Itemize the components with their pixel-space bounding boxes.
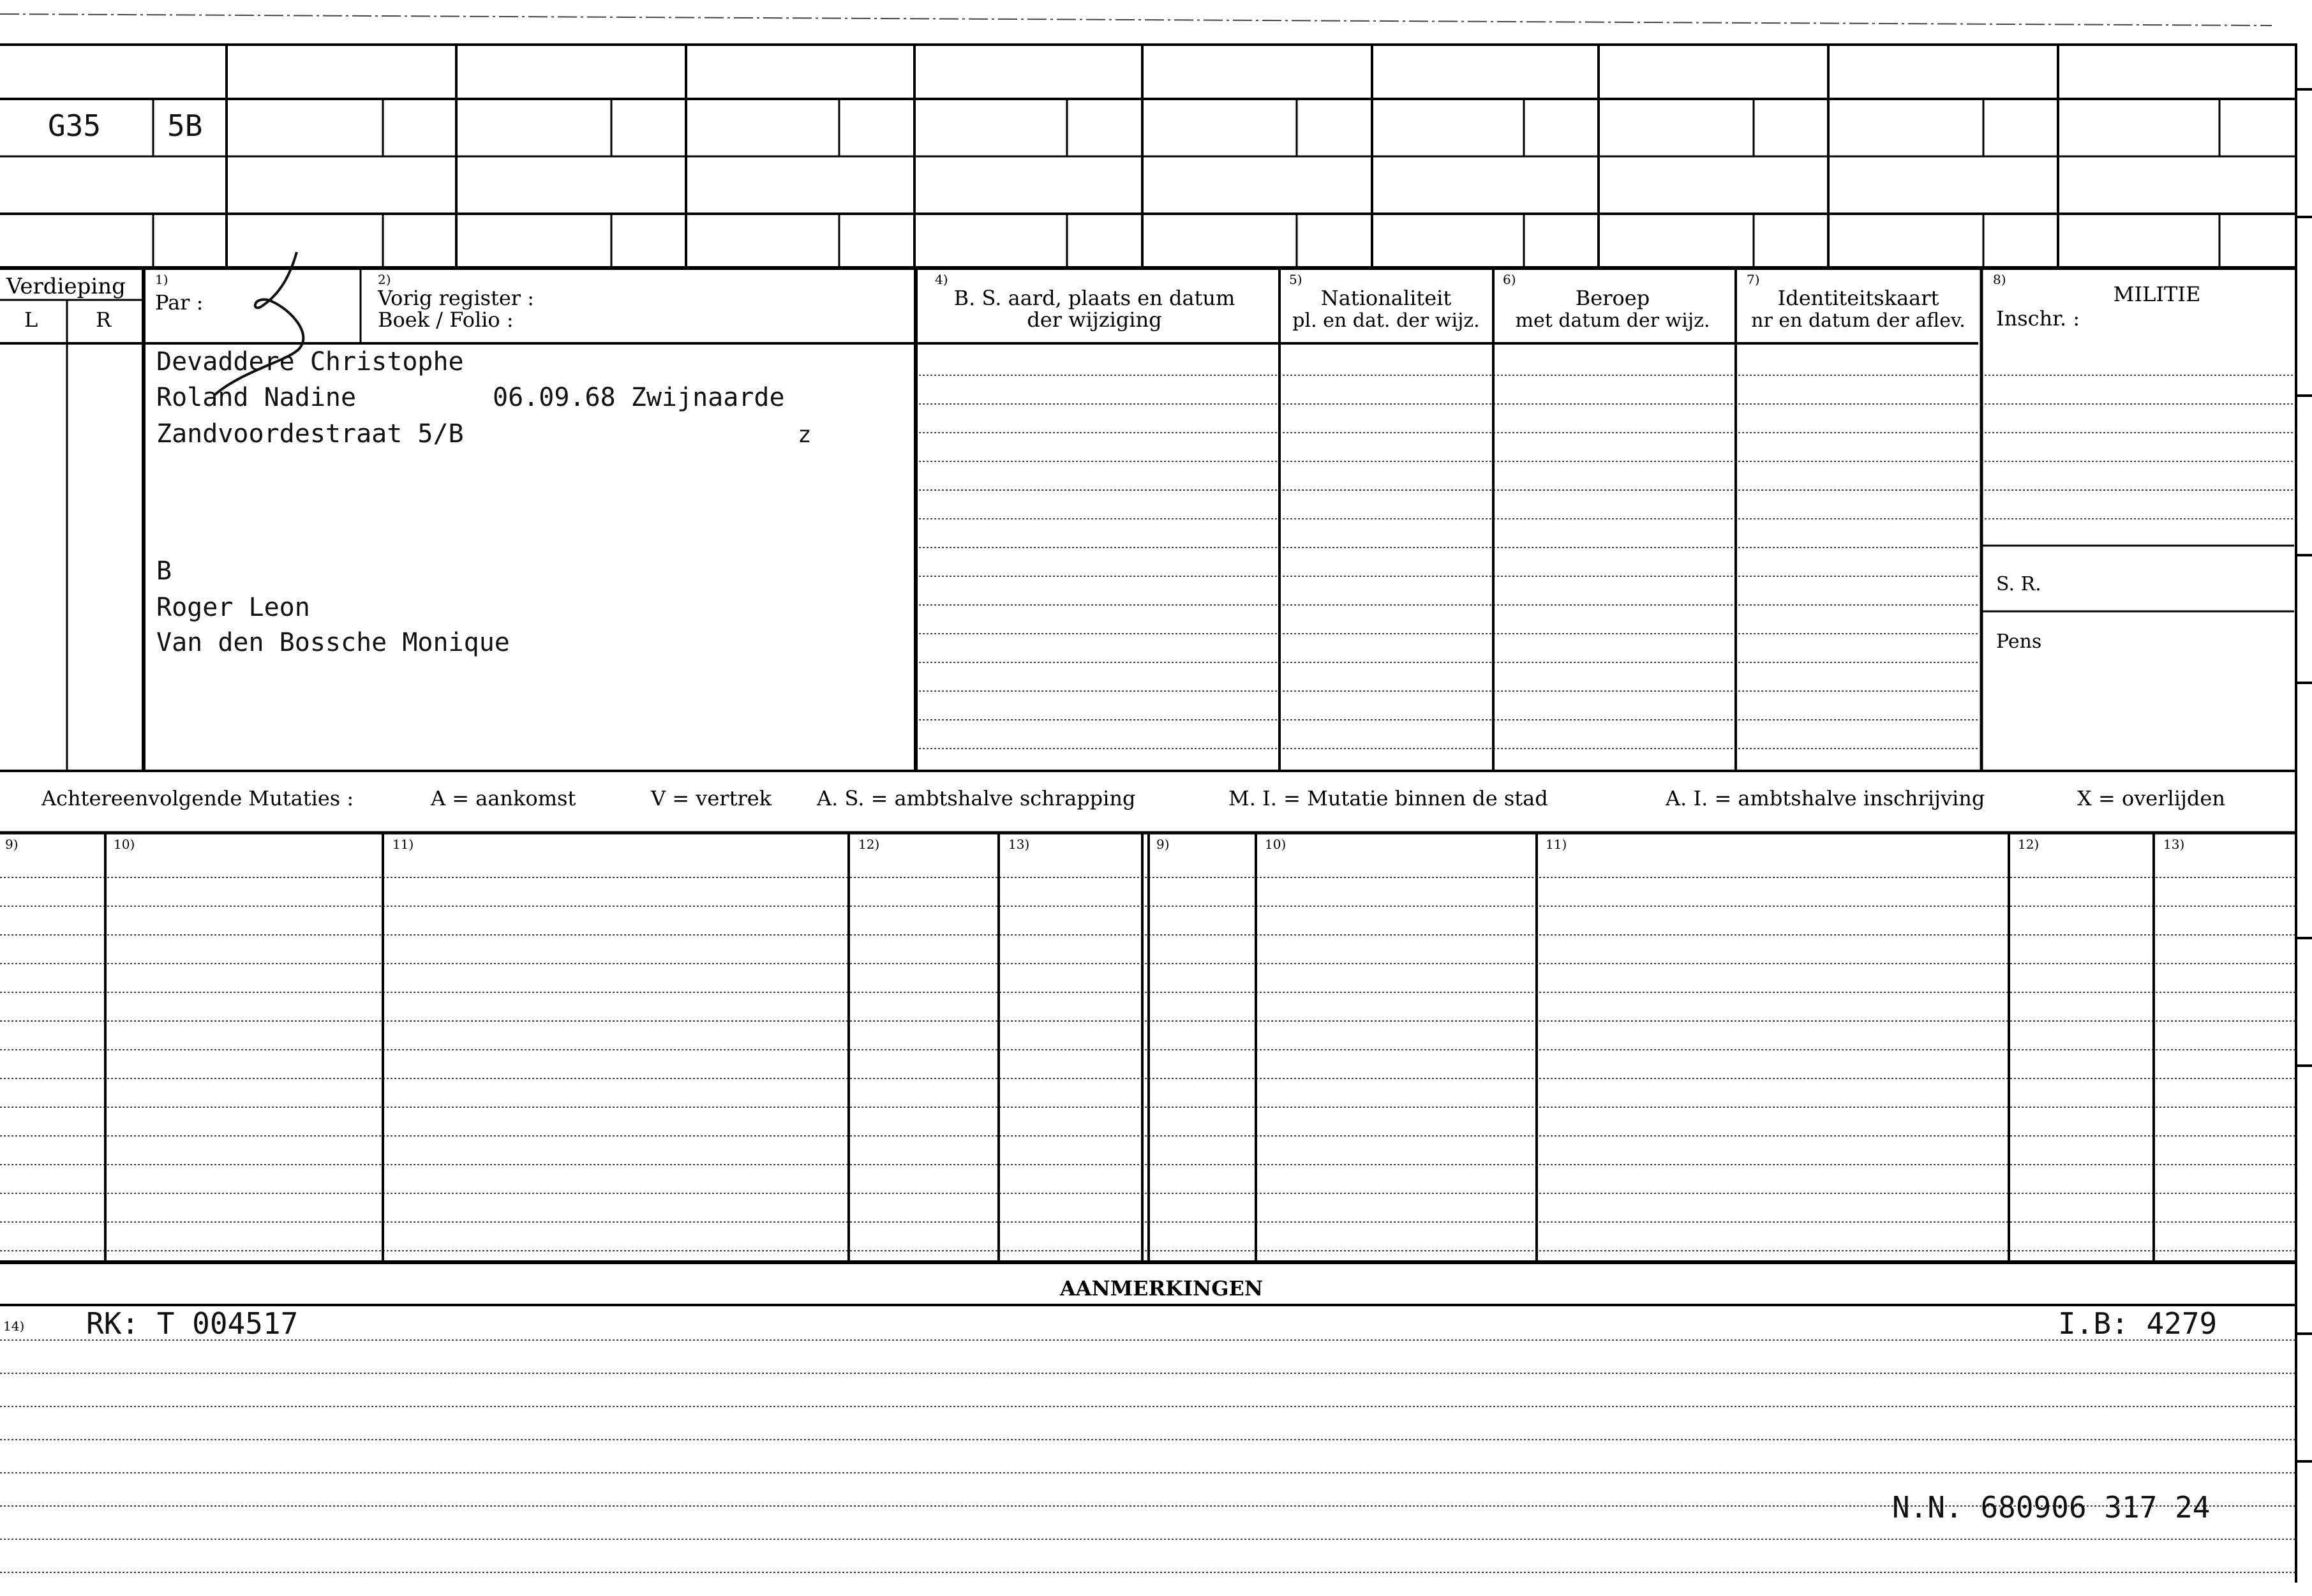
col5-number: 5) [1289,272,1302,287]
vorig-register-label: Vorig register : [378,286,535,310]
col8-number: 8) [1993,272,2006,287]
person-name: Devaddere Christophe [156,347,464,377]
legend-ai: A. I. = ambtshalve inschrijving [1666,786,1985,810]
header-row [0,268,2297,771]
mut-right-col-12: 12) [2018,837,2040,852]
boek-folio-label: Boek / Folio : [378,308,514,332]
legend-as: A. S. = ambtshalve schrapping [817,786,1136,810]
par-label: Par : [155,290,204,315]
col4-number: 4) [935,272,948,287]
street-address: Zandvoordestraat 5/B [156,419,464,449]
nn-number: N.N. 680906 317 24 [1892,1490,2211,1525]
col7-label-1: Identiteitskaart [1777,286,1939,310]
mut-right-col-10: 10) [1265,837,1287,852]
mut-left-col-9: 9) [5,837,19,852]
inschr-label: Inschr. : [1996,306,2080,331]
mutations-lead: Achtereenvolgende Mutaties : [41,786,354,810]
legend-v: V = vertrek [651,786,772,810]
pens-label: Pens [1996,630,2042,653]
col7-number: 7) [1747,272,1760,287]
top-grid [0,45,2297,268]
sr-label: S. R. [1996,573,2041,595]
verdieping-label: Verdieping [6,274,126,299]
legend-x: X = overlijden [2077,786,2225,810]
col1-number: 1) [155,272,168,287]
birth-date-place: 06.09.68 Zwijnaarde [493,383,785,412]
mut-left-col-12: 12) [858,837,880,852]
address-mark: z [798,422,812,448]
top-edge-rule [0,14,2272,26]
ib-number: I.B: 4279 [2058,1306,2218,1341]
floor-r-label: R [96,308,112,332]
mut-right-col-11: 11) [1546,837,1567,852]
rk-number: RK: T 004517 [86,1306,299,1341]
col6-label-2: met datum der wijz. [1515,310,1710,332]
mut-left-col-11: 11) [392,837,414,852]
remarks-number: 14) [3,1318,25,1334]
mut-left-col-10: 10) [114,837,135,852]
remarks-ruled-lines [0,1340,2297,1572]
top-grid-cell-1: G35 [48,108,101,143]
col4-label-2: der wijziging [1027,308,1162,332]
spouse-name: Roland Nadine [156,383,357,412]
legend-a: A = aankomst [431,786,576,810]
right-edge-ticks [2296,89,2312,1461]
mutations-table [0,833,2297,1262]
col2-number: 2) [378,272,391,287]
col5-label-1: Nationaliteit [1320,286,1452,310]
militie-title: MILITIE [2113,282,2201,306]
mutations-legend [41,786,2225,810]
legend-mi: M. I. = Mutatie binnen de stad [1228,786,1548,810]
top-grid-cell-2: 5B [167,108,203,143]
father-name: Roger Leon [156,593,310,622]
parents-label: B [156,556,172,586]
col6-label-1: Beroep [1575,286,1650,310]
col4-label-1: B. S. aard, plaats en datum [953,286,1235,310]
mut-right-col-13: 13) [2163,837,2185,852]
mother-name: Van den Bossche Monique [156,628,510,657]
floor-l-label: L [24,308,38,332]
mut-left-col-13: 13) [1008,837,1030,852]
remarks-title: AANMERKINGEN [1059,1276,1264,1301]
col5-label-2: pl. en dat. der wijz. [1292,310,1480,332]
col6-number: 6) [1503,272,1516,287]
upper-ruled-lines [919,375,2294,749]
col7-label-2: nr en datum der aflev. [1751,310,1965,332]
mut-right-col-9: 9) [1156,837,1170,852]
